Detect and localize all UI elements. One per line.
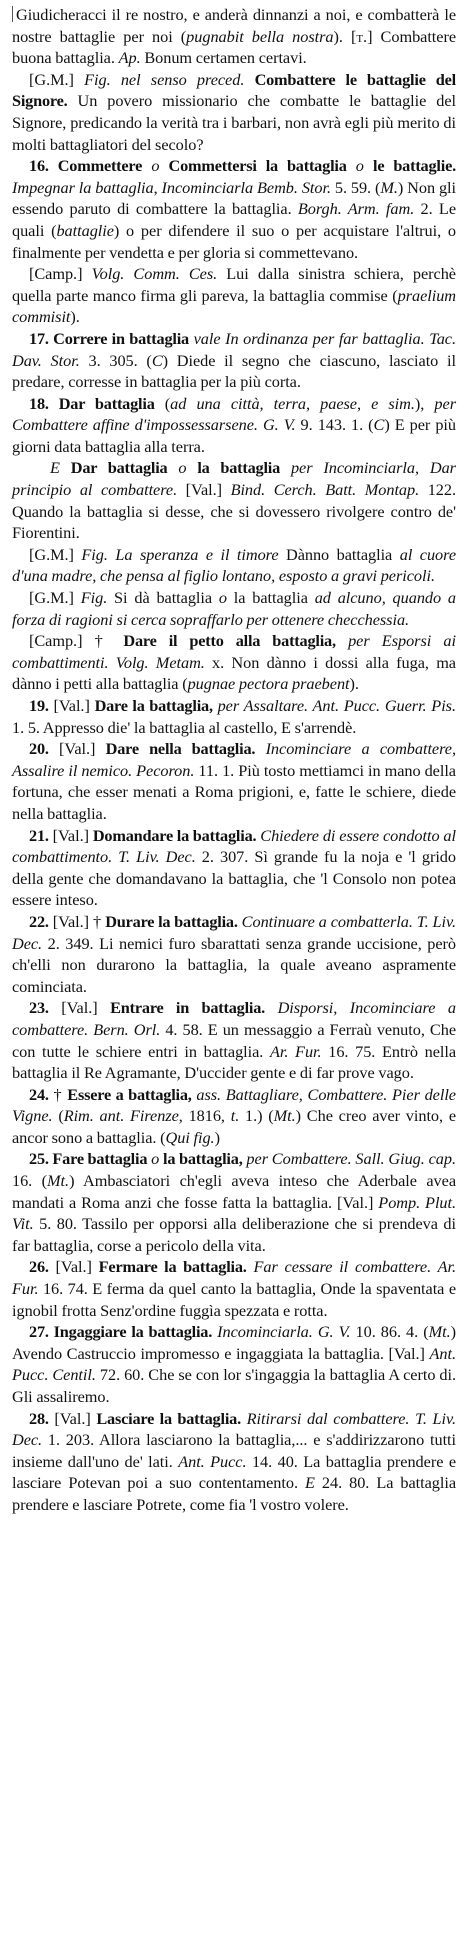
dictionary-entry-e-26: 26. [Val.] Fermare la battaglia. Far cessare il combattere. Ar. Fur. 16. 74. E ferma da quel canto la battaglia, Onde la spaventata e ignobil frotta Senz'ordine fuggìa spezzata e rotta. bbox=[12, 1257, 456, 1320]
dictionary-entry-e-28: 28. [Val.] Lasciare la battaglia. Ritirarsi dal combattere. T. Liv. Dec. 1. 203. Allora lasciarono la battaglia,... e s'addirizzarono tutti insieme dall'uno de' lati. Ant. Pucc. 14. 40. La battaglia prendere e lasciare Potevan poi a suo contentamento. E 24. 80. La battaglia prendere e lasciare Potrete, come fia 'l vostro volere. bbox=[12, 1408, 457, 1514]
entry-list bbox=[12, 4, 456, 1516]
dictionary-entry-e-24: 24. † Essere a battaglia, ass. Battagliare, Combattere. Pier delle Vigne. (Rim. ant. Firenze, 1816, t. 1.) (Mt.) Che creo aver vinto, e ancor sono a battaglia. (Qui fig.) bbox=[12, 1084, 456, 1147]
dictionary-entry-e-camp2: [Camp.] † Dare il petto alla battaglia, per Esporsi ai combattimenti. Volg. Metam. x. Non dànno i dossi alla fuga, ma dànno i petti alla battaglia (pugnae pectora praebent). bbox=[12, 631, 456, 694]
dictionary-entry-e-18: 18. Dar battaglia (ad una città, terra, paese, e sim.), per Combattere affine d'impossessarsene. G. V. 9. 143. 1. (C) E per più giorni data battaglia alla terra. bbox=[12, 393, 456, 456]
dictionary-entry-e-21: 21. [Val.] Domandare la battaglia. Chiedere di essere condotto al combattimento. T. Liv. Dec. 2. 307. Sì grande fu la noja e 'l grido della gente che domandavano la battaglia, che 'l Consolo non potea essere inteso. bbox=[12, 825, 456, 910]
dictionary-entry-e-gm2: [G.M.] Fig. La speranza e il timore Dànno battaglia al cuore d'una madre, che pensa al figlio lontano, esposto a gravi pericoli. bbox=[12, 544, 456, 586]
dictionary-entry-e-22: 22. [Val.] † Durare la battaglia. Continuare a combatterla. T. Liv. Dec. 2. 349. Li nemici furo sbarattati senza grande uccisione, però ch'elli non durarono la battaglia, la quale aveano aspramente cominciata. bbox=[12, 911, 456, 996]
dictionary-entry-e-27: 27. Ingaggiare la battaglia. Incominciarla. G. V. 10. 86. 4. (Mt.) Avendo Castruccio impromesso e ingaggiata la battaglia. [Val.] Ant. Pucc. Centil. 72. 60. Che se con lor s'ingaggia la battaglia A certo di. Gli assaliremo. bbox=[12, 1322, 457, 1406]
dictionary-entry-e-17: 17. Correre in battaglia vale In ordinanza per far battaglia. Tac. Dav. Stor. 3. 305. (C) Diede il segno che ciascuno, lasciato il predare, corresse in battaglia per la più corta. bbox=[12, 328, 456, 392]
dictionary-entry-e-gm1: [G.M.] Fig. nel senso preced. Combattere le battaglie del Signore. Un povero missionario che combatte le battaglie del Signore, predicando la verità tra i barbari, non avrà egli più merito di molti battagliatori del secolo? bbox=[12, 69, 456, 154]
dictionary-entry-e-20: 20. [Val.] Dare nella battaglia. Incominciare a combattere, Assalire il nemico. Pecoron. 11. 1. Più tosto mettiamci in mano della fortuna, che esser menati a Roma prigioni, e, fatte le schiere, diede nella battaglia. bbox=[12, 739, 456, 823]
dictionary-entry-e-18b: E Dar battaglia o la battaglia per Incominciarla, Dar principio al combattere. [Val.] Bind. Cerch. Batt. Montap. 122. Quando la battaglia si desse, che si dovessero rivolgere contro de' Fiorentini. bbox=[12, 458, 456, 543]
dictionary-entry-e-cont: Giudicheracci il re nostro, e anderà dinnanzi a noi, e combatterà le nostre battaglie per noi (pugnabit bella nostra). [t.] Combattere buona battaglia. Ap. Bonum certamen certavi. bbox=[12, 5, 457, 68]
dictionary-entry-e-gm3: [G.M.] Fig. Si dà battaglia o la battaglia ad alcuno, quando a forza di ragioni si cerca sopraffarlo per ottenere checchessia. bbox=[12, 588, 456, 629]
dictionary-entry-e-23: 23. [Val.] Entrare in battaglia. Disporsi, Incominciare a combattere. Bern. Orl. 4. 58. E un messaggio a Ferraù venuto, Che con tutte le schiere entri in battaglia. Ar. Fur. 16. 75. Entrò nella battaglia il Re Agramante, D'uccider gente e di far prove vago. bbox=[12, 998, 456, 1083]
dictionary-entry-e-25: 25. Fare battaglia o la battaglia, per Combattere. Sall. Giug. cap. 16. (Mt.) Ambasciatori ch'egli aveva inteso che Aderbale avea mandati a Roma anzi che fosse fatta la battaglia. [Val.] Pomp. Plut. Vit. 5. 80. Tassilo per opporsi alla deliberazione che si prendeva di far battaglia, corse a pericolo della vita. bbox=[12, 1149, 457, 1255]
dictionary-entry-e-camp1: [Camp.] Volg. Comm. Ces. Lui dalla sinistra schiera, perchè quella parte manco firma gli pareva, la battaglia commise (praelium commisit). bbox=[12, 264, 456, 327]
dictionary-entry-e-19: 19. [Val.] Dare la battaglia, per Assaltare. Ant. Pucc. Guerr. Pis. 1. 5. Appresso die' la battaglia al castello, E s'arrendè. bbox=[12, 696, 456, 737]
dictionary-entry-e-16: 16. Commettere o Commettersi la battaglia o le battaglie. Impegnar la battaglia, Incominciarla Bemb. Stor. 5. 59. (M.) Non gli essendo paruto di combattere la battaglia. Borgh. Arm. fam. 2. Le quali (battaglie) o per difendere il suo o per acquistare l'altrui, o finalmente per vendetta e per gloria si commettevano. bbox=[12, 156, 456, 262]
